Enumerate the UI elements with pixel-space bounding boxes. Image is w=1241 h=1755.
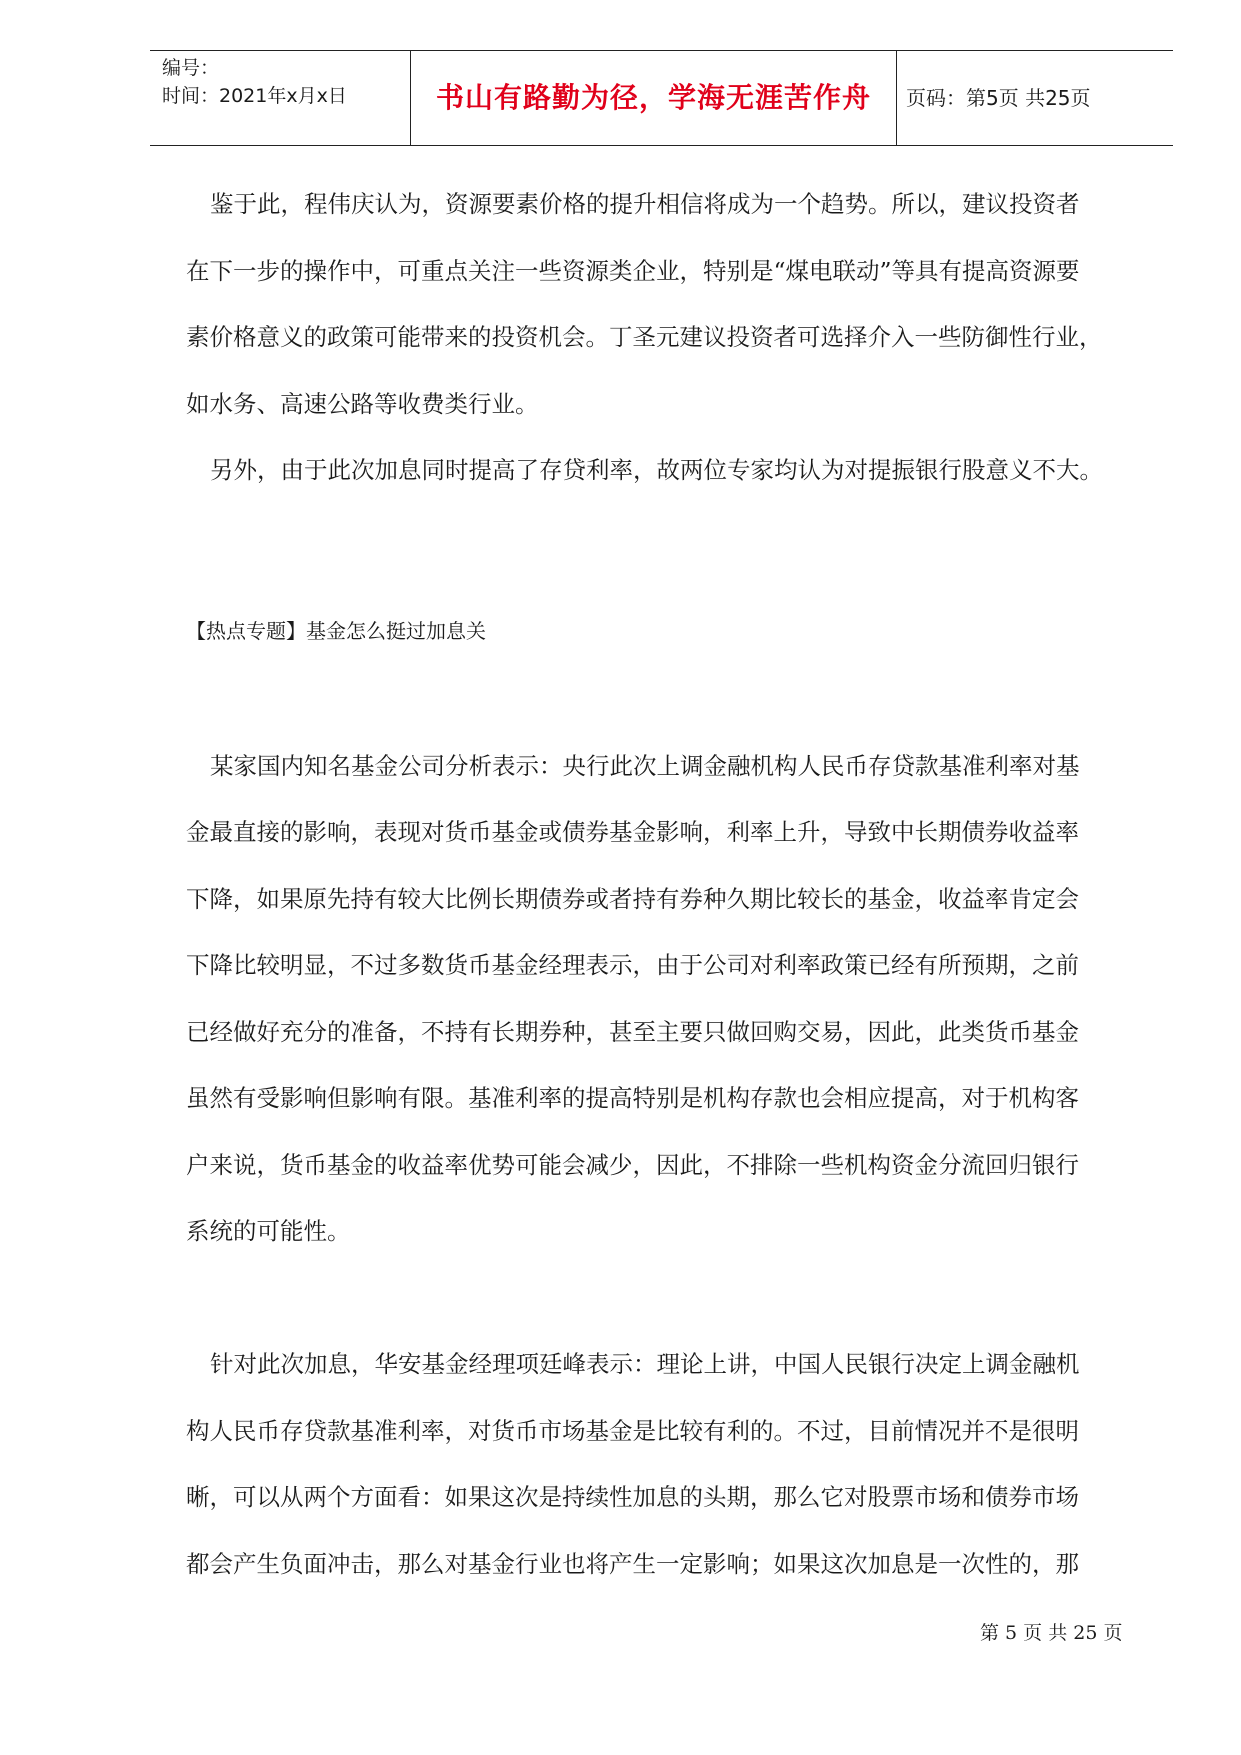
header-page-info: 页码：第5页 共25页 [906, 85, 1091, 110]
paragraph-line: 下降比较明显，不过多数货币基金经理表示，由于公司对利率政策已经有所预期，之前 [186, 951, 1079, 979]
paragraph-line: 素价格意义的政策可能带来的投资机会。丁圣元建议投资者可选择介入一些防御性行业， [186, 323, 1103, 351]
paragraph-line: 针对此次加息，华安基金经理项廷峰表示：理论上讲，中国人民银行决定上调金融机 [210, 1350, 1080, 1378]
section-subheading: 【热点专题】基金怎么挺过加息关 [186, 619, 486, 643]
paragraph-line: 构人民币存贷款基准利率，对货币市场基金是比较有利的。不过，目前情况并不是很明 [186, 1417, 1079, 1445]
paragraph-line: 晰，可以从两个方面看：如果这次是持续性加息的头期，那么它对股票市场和债券市场 [186, 1483, 1079, 1511]
paragraph-line: 如水务、高速公路等收费类行业。 [186, 390, 539, 418]
paragraph-line: 户来说，货币基金的收益率优势可能会减少，因此，不排除一些机构资金分流回归银行 [186, 1151, 1079, 1179]
paragraph-line: 另外，由于此次加息同时提高了存贷利率，故两位专家均认为对提振银行股意义不大。 [210, 456, 1103, 484]
paragraph-line: 系统的可能性。 [186, 1217, 351, 1245]
paragraph-line: 某家国内知名基金公司分析表示：央行此次上调金融机构人民币存贷款基准利率对基 [210, 752, 1080, 780]
paragraph-line: 鉴于此，程伟庆认为，资源要素价格的提升相信将成为一个趋势。所以，建议投资者 [210, 190, 1080, 218]
paragraph-line: 虽然有受影响但影响有限。基准利率的提高特别是机构存款也会相应提高，对于机构客 [186, 1084, 1079, 1112]
header-motto-cell [410, 51, 897, 145]
header-page-cell [896, 51, 1173, 145]
paragraph-line: 已经做好充分的准备，不持有长期券种，甚至主要只做回购交易，因此，此类货币基金 [186, 1018, 1079, 1046]
paragraph-line: 下降，如果原先持有较大比例长期债券或者持有券种久期比较长的基金，收益率肯定会 [186, 885, 1079, 913]
paragraph-line: 金最直接的影响，表现对货币基金或债券基金影响，利率上升，导致中长期债券收益率 [186, 818, 1079, 846]
page-footer: 第 5 页 共 25 页 [980, 1622, 1123, 1644]
document-time-label: 时间：2021年x月x日 [162, 85, 347, 107]
page-header [150, 50, 1173, 146]
paragraph-line: 在下一步的操作中，可重点关注一些资源类企业，特别是“煤电联动”等具有提高资源要 [186, 257, 1080, 285]
paragraph-line: 都会产生负面冲击，那么对基金行业也将产生一定影响；如果这次加息是一次性的，那 [186, 1550, 1079, 1578]
document-number-label: 编号： [162, 57, 220, 79]
header-motto: 书山有路勤为径，学海无涯苦作舟 [435, 81, 871, 114]
header-meta [150, 51, 410, 145]
